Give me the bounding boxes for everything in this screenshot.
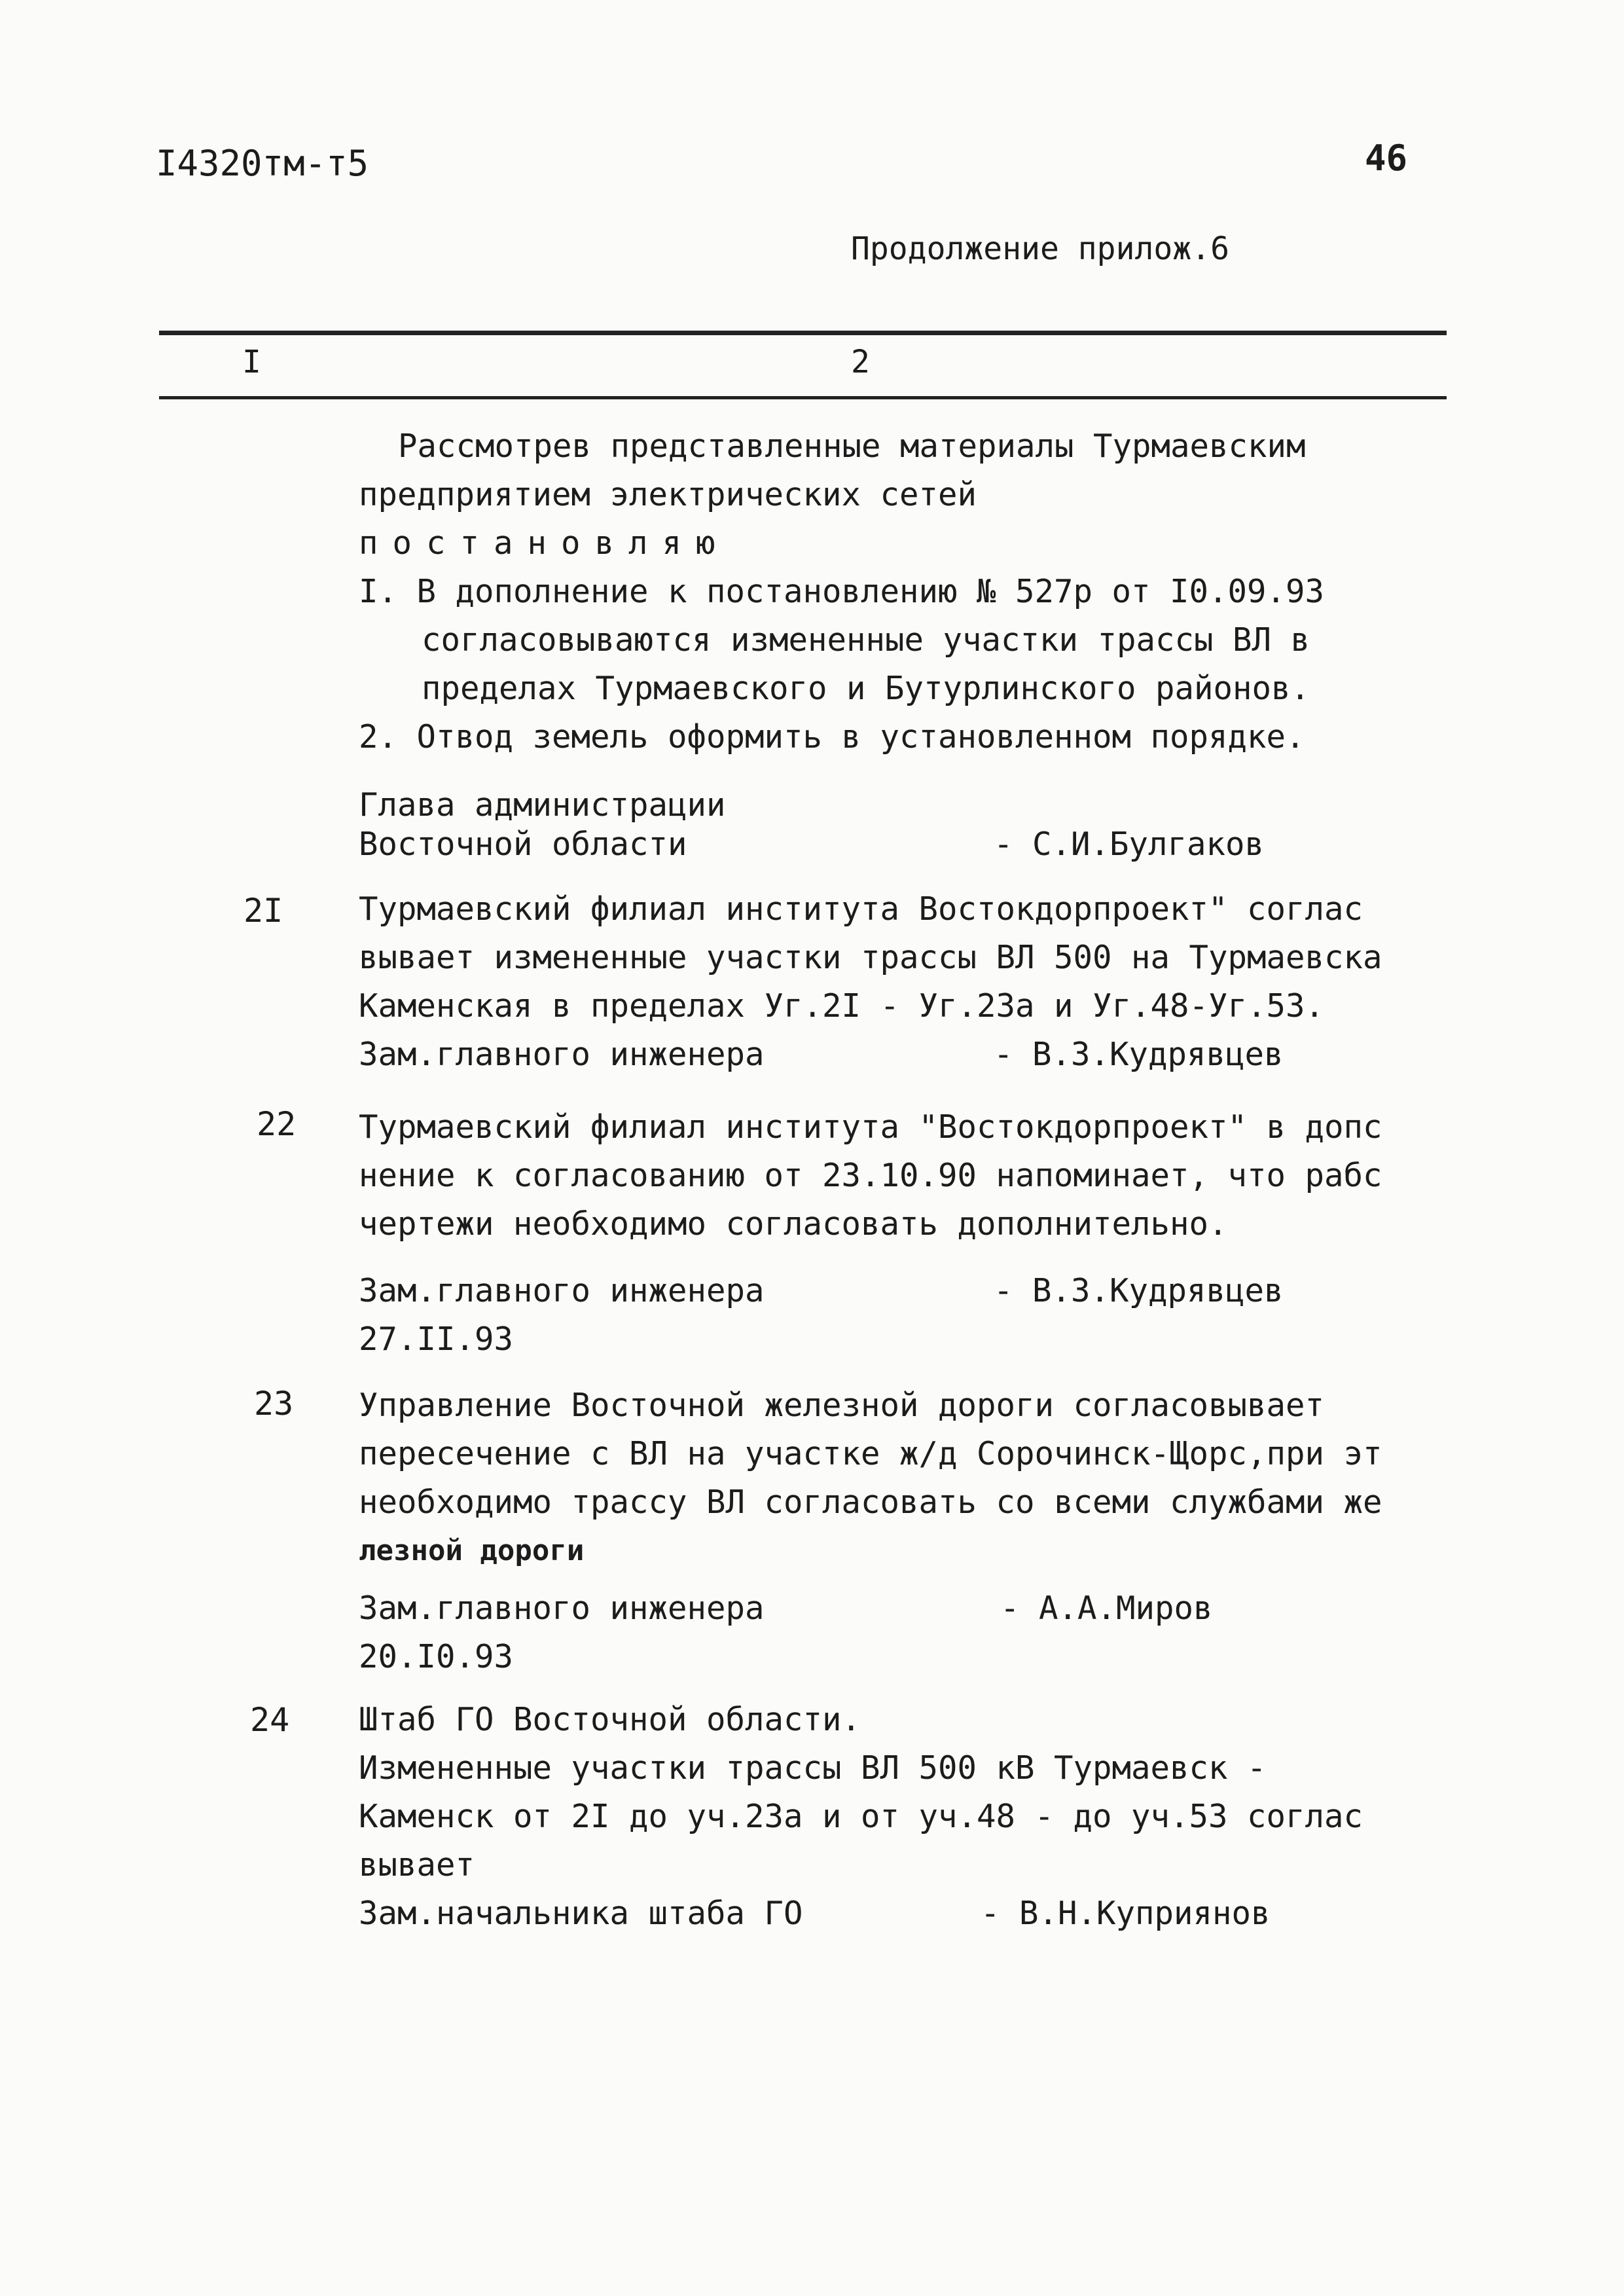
entry-line: чертежи необходимо согласовать дополнительно. bbox=[359, 1205, 1228, 1243]
entry-line: вывает bbox=[359, 1846, 475, 1884]
signature-name: - А.А.Миров bbox=[1000, 1590, 1213, 1627]
entry-number: 23 bbox=[254, 1385, 294, 1423]
table-header-rule bbox=[159, 396, 1447, 399]
entry-text bbox=[359, 1381, 1382, 1575]
entry-number: 24 bbox=[250, 1701, 290, 1739]
entry-line: Управление Восточной железной дороги согласовывает bbox=[359, 1387, 1325, 1424]
entry-text bbox=[359, 885, 1382, 1079]
entry-line: Турмаевский филиал института "Востокдорпроект" в допс bbox=[359, 1108, 1382, 1146]
page-number: 46 bbox=[1365, 137, 1408, 179]
entry-number: 2I bbox=[244, 892, 283, 930]
entry-signature bbox=[359, 1584, 1213, 1681]
signature-title: Глава администрации bbox=[359, 786, 726, 824]
entry-line: пересечение с ВЛ на участке ж/д Сорочинск-Щорс,при эт bbox=[359, 1435, 1382, 1472]
entry-text bbox=[359, 1103, 1382, 1248]
resolution-item-2: 2. Отвод земель оформить в установленном порядке. bbox=[359, 718, 1305, 756]
entry-line: вывает измененные участки трассы ВЛ 500 на Турмаевска bbox=[359, 939, 1382, 976]
signature-name: - В.З.Кудрявцев bbox=[994, 1272, 1284, 1309]
resolution-item-1-cont: пределах Турмаевского и Бутурлинского районов. bbox=[422, 670, 1310, 707]
entry-line: лезной дороги bbox=[359, 1534, 585, 1567]
signature-title: Зам.главного инженера bbox=[359, 1272, 765, 1309]
appendix-continuation-title: Продолжение прилож.6 bbox=[851, 230, 1229, 267]
entry-line: Штаб ГО Восточной области. bbox=[359, 1701, 861, 1738]
column-header-1: I bbox=[242, 344, 261, 380]
entry-line: Измененные участки трассы ВЛ 500 кВ Турмаевск - bbox=[359, 1749, 1267, 1787]
resolution-line: Рассмотрев представленные материалы Турмаевским bbox=[398, 428, 1306, 465]
entry-line: необходимо трассу ВЛ согласовать со всеми службами же bbox=[359, 1484, 1382, 1521]
signature-name: - В.З.Кудрявцев bbox=[994, 1036, 1284, 1073]
entry-line: Каменск от 2I до уч.23а и от уч.48 - до уч.53 соглас bbox=[359, 1798, 1363, 1835]
resolution-item-1: I. В дополнение к постановлению № 527р от I0.09.93 bbox=[359, 573, 1325, 610]
signature-name: - С.И.Булгаков bbox=[994, 826, 1265, 863]
signature-title: Зам.главного инженера bbox=[359, 1036, 765, 1073]
signature-title: Восточной области bbox=[359, 826, 687, 863]
signature-title: Зам.начальника штаба ГО bbox=[359, 1895, 803, 1932]
resolution-item-1-cont: согласовываются измененные участки трассы ВЛ в bbox=[422, 621, 1310, 659]
document-id: I4320тм-т5 bbox=[156, 143, 369, 184]
signature-name: - В.Н.Куприянов bbox=[981, 1895, 1271, 1932]
entry-text bbox=[359, 1696, 1363, 1938]
signature-date: 27.II.93 bbox=[359, 1321, 514, 1358]
resolution-line: предприятием электрических сетей bbox=[359, 476, 977, 513]
signature-date: 20.I0.93 bbox=[359, 1638, 514, 1675]
resolution-decree-word: постановляю bbox=[359, 524, 730, 562]
entry-signature bbox=[359, 1267, 1284, 1364]
entry-line: Каменская в пределах Уг.2I - Уг.23а и Уг.48-Уг.53. bbox=[359, 987, 1325, 1025]
entry-number: 22 bbox=[257, 1105, 297, 1143]
signature-title: Зам.главного инженера bbox=[359, 1590, 765, 1627]
table-top-rule bbox=[159, 331, 1447, 335]
intro-signature bbox=[359, 786, 1265, 864]
entry-line: Турмаевский филиал института Востокдорпроект" соглас bbox=[359, 890, 1363, 928]
resolution-block bbox=[359, 422, 1324, 761]
column-header-2: 2 bbox=[851, 344, 870, 380]
entry-line: нение к согласованию от 23.10.90 напоминает, что рабс bbox=[359, 1157, 1382, 1194]
